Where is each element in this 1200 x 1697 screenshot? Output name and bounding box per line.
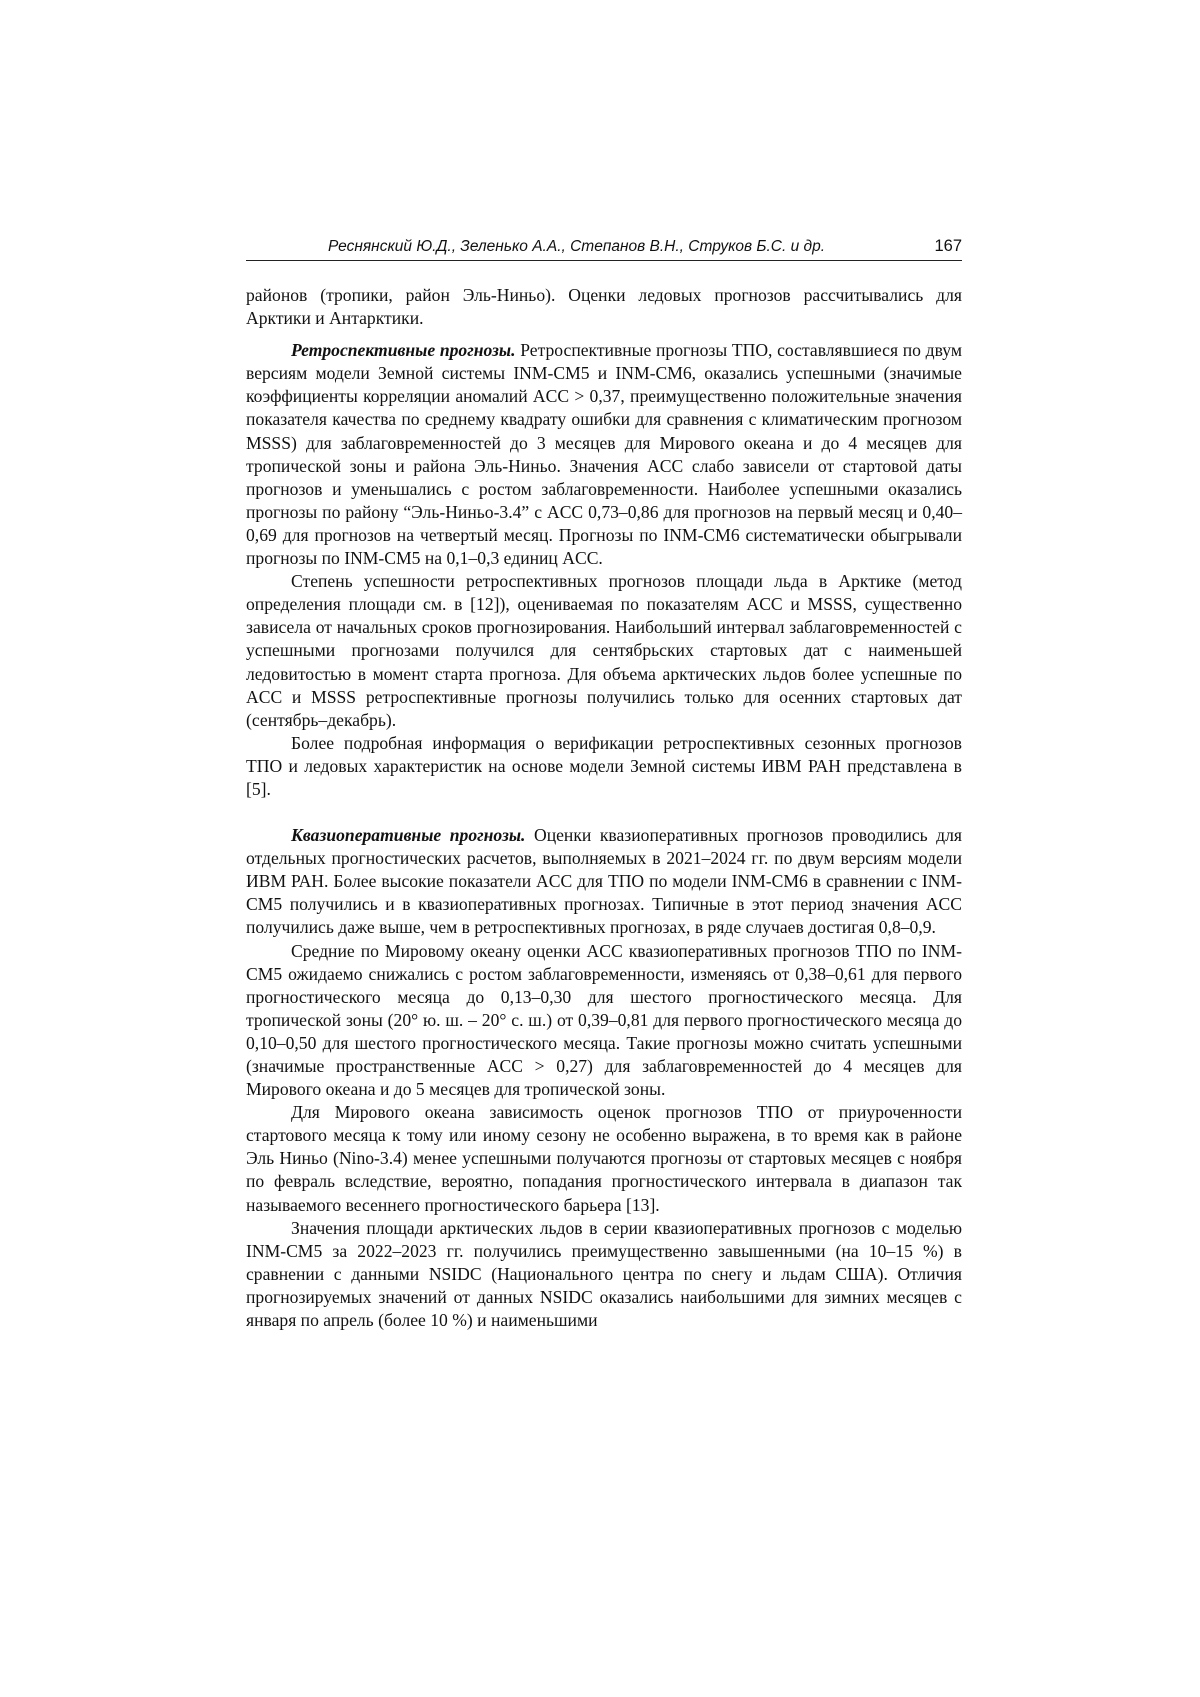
section-lead-quasi-operational: Квазиоперативные прогнозы.: [291, 825, 526, 846]
section-lead-retrospective: Ретроспективные прогнозы.: [291, 340, 516, 361]
paragraph-arctic-ice-retrospective: [246, 570, 962, 732]
paragraph-text: Ретроспективные прогнозы ТПО, составлявшиеся по двум версиям модели Земной системы INM-CM5 и INM-CM6, оказались успешными (значимые коэффициенты корреляции аномалий ACC > 0,37, преимущественно положительные значения показателя качества по среднему квадрату ошибки для сравнения с климатическим прогнозом MSSS) для заблаговременностей до 3 месяцев для Мирового океана и до 4 месяцев для тропической зоны и района Эль-Ниньо. Значения ACC слабо зависели от стартовой даты прогнозов и уменьшались с ростом заблаговременности. Наиболее успешными оказались прогнозы по району “Эль-Ниньо-3.4” с ACC 0,73–0,86 для прогнозов на первый месяц и 0,40–0,69 для прогнозов на четвертый месяц. Прогнозы по INM-CM6 систематически обыгрывали прогнозы по INM-CM5 на 0,1–0,3 единиц ACC.: [246, 340, 962, 569]
paragraph-text: Значения площади арктических льдов в серии квазиоперативных прогнозов с моделью INM-CM5 за 2022–2023 гг. получились преимущественно завышенными (на 10–15 %) в сравнении с данными NSIDC (Национального центра по снегу и льдам США). Отличия прогнозируемых значений от данных NSIDC оказались наибольшими для зимних месяцев с января по апрель (более 10 %) и наименьшими: [246, 1217, 962, 1331]
running-header: [246, 236, 962, 261]
paragraph-text: районов (тропики, район Эль-Ниньо). Оценки ледовых прогнозов рассчитывались для Арктики и Антарктики.: [246, 285, 962, 329]
paragraph-more-info: [246, 732, 962, 801]
header-authors: Реснянский Ю.Д., Зеленько А.А., Степанов В.Н., Струков Б.С. и др.: [328, 238, 826, 255]
paragraph-seasonal-dependence: [246, 1101, 962, 1216]
paragraph-quasi-operational-forecasts: [246, 824, 962, 939]
paragraph-retrospective-forecasts: [246, 339, 962, 570]
paragraph-continuation: [246, 284, 962, 330]
paragraph-world-ocean-acc: [246, 940, 962, 1102]
paragraph-text: Для Мирового океана зависимость оценок прогнозов ТПО от приуроченности стартового месяца к тому или иному сезону не особенно выражена, в то время как в районе Эль Ниньо (Nino-3.4) менее успешными получаются прогнозы от стартовых месяцев с ноября по февраль вследствие, вероятно, попадания прогностического интервала в диапазон так называемого весеннего прогностического барьера [13].: [246, 1102, 962, 1215]
paragraph-text: Более подробная информация о верификации ретроспективных сезонных прогнозов ТПО и ледовых характеристик на основе модели Земной системы ИВМ РАН представлена в [5].: [246, 732, 962, 799]
paragraph-text: Средние по Мировому океану оценки ACC квазиоперативных прогнозов ТПО по INM-CM5 ожидаемо снижались с ростом заблаговременности, изменяясь от 0,38–0,61 для первого прогностического месяца до 0,13–0,30 для шестого прогностического месяца. Для тропической зоны (20° ю. ш. – 20° с. ш.) от 0,39–0,81 для первого прогностического месяца до 0,10–0,50 для шестого прогностического месяца. Такие прогнозы можно считать успешными (значимые пространственные ACC > 0,27) для заблаговременностей до 4 месяцев для Мирового океана и до 5 месяцев для тропической зоны.: [246, 940, 962, 1100]
paragraph-text: Оценки квазиоперативных прогнозов проводились для отдельных прогностических расчетов, выполняемых в 2021–2024 гг. по двум версиям модели ИВМ РАН. Более высокие показатели ACC для ТПО по модели INM-CM6 в сравнении с INM-CM5 получились и в квазиоперативных прогнозах. Типичные в этот период значения ACC получились даже выше, чем в ретроспективных прогнозах, в ряде случаев достигая 0,8–0,9.: [246, 825, 963, 938]
page-number: 167: [934, 237, 962, 255]
article-body: [246, 284, 962, 1332]
paragraph-text: Степень успешности ретроспективных прогнозов площади льда в Арктике (метод определения площади см. в [12]), оцениваемая по показателям ACC и MSSS, существенно зависела от начальных сроков прогнозирования. Наибольший интервал заблаговременностей с успешными прогнозами получился для сентябрьских стартовых дат с наименьшей ледовитостью в момент старта прогноза. Для объема арктических льдов более успешные по ACC и MSSS ретроспективные прогнозы получились только для осенних стартовых дат (сентябрь–декабрь).: [246, 571, 962, 730]
paragraph-arctic-ice-area: [246, 1217, 962, 1332]
